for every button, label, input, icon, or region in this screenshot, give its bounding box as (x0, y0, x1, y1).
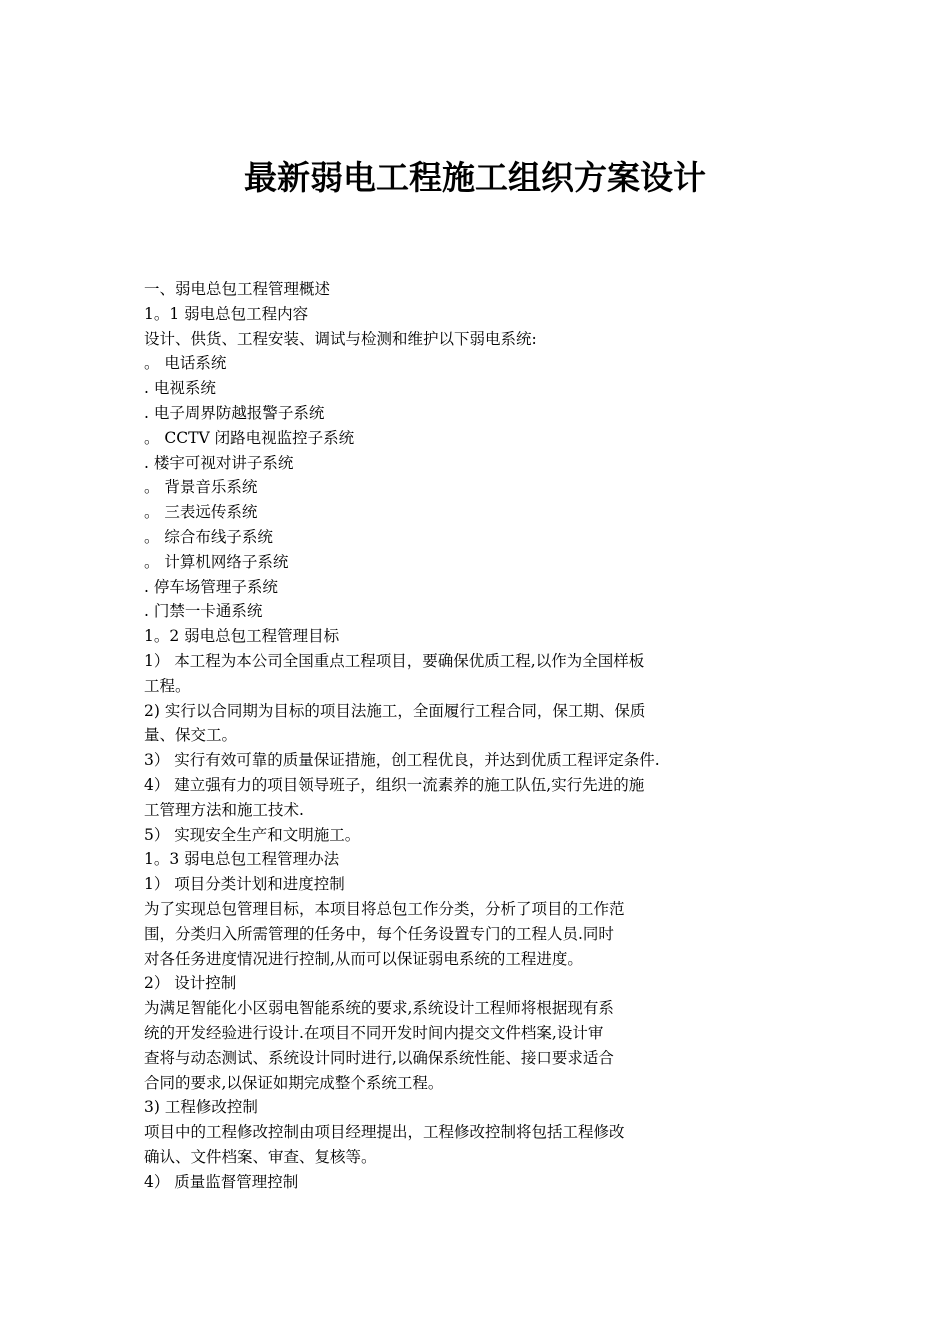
document-body (144, 277, 704, 1194)
system-list-item: . 楼宇可视对讲子系统 (144, 453, 294, 472)
paragraph-line: 查将与动态测试、系统设计同时进行,以确保系统性能、接口要求适合 (144, 1048, 614, 1067)
document-title: 最新弱电工程施工组织方案设计 (244, 158, 706, 197)
paragraph-line: 工管理方法和施工技术. (144, 800, 304, 819)
subsection-heading: 1。2 弱电总包工程管理目标 (144, 627, 340, 646)
paragraph-line: 确认、文件档案、审查、复核等。 (144, 1147, 377, 1166)
paragraph-line: 5） 实现安全生产和文明施工。 (144, 825, 361, 844)
item-heading: 4） 质量监督管理控制 (144, 1172, 299, 1191)
paragraph-line: 工程。 (144, 676, 191, 695)
paragraph-line: 2) 实行以合同期为目标的项目法施工，全面履行工程合同，保工期、保质 (144, 701, 646, 720)
subsection-heading: 1。3 弱电总包工程管理办法 (144, 850, 340, 869)
system-list-item: . 电视系统 (144, 379, 216, 398)
system-list-item: . 电子周界防越报警子系统 (144, 403, 325, 422)
paragraph-line: 为了实现总包管理目标，本项目将总包工作分类，分析了项目的工作范 (144, 899, 625, 918)
system-list-item: 。 背景音乐系统 (144, 478, 258, 497)
item-heading: 2） 设计控制 (144, 974, 237, 993)
paragraph-line: 对各任务进度情况进行控制,从而可以保证弱电系统的工程进度。 (144, 949, 583, 968)
paragraph-line: 围，分类归入所需管理的任务中，每个任务设置专门的工程人员.同时 (144, 924, 614, 943)
system-list-item: 。 CCTV 闭路电视监控子系统 (144, 428, 355, 447)
paragraph-line: 合同的要求,以保证如期完成整个系统工程。 (144, 1073, 444, 1092)
item-heading: 3) 工程修改控制 (144, 1098, 258, 1117)
paragraph-line: 量、保交工。 (144, 726, 238, 745)
subsection-heading: 1。1 弱电总包工程内容 (144, 304, 309, 323)
paragraph-line: 为满足智能化小区弱电智能系统的要求,系统设计工程师将根据现有系 (144, 999, 614, 1018)
section-heading: 一、弱电总包工程管理概述 (144, 280, 331, 298)
system-list-item: . 门禁一卡通系统 (144, 602, 263, 621)
paragraph-line: 统的开发经验进行设计.在项目不同开发时间内提交文件档案,设计审 (144, 1023, 604, 1042)
system-list-item: 。 计算机网络子系统 (144, 552, 289, 571)
paragraph-line: 4） 建立强有力的项目领导班子，组织一流素养的施工队伍,实行先进的施 (144, 775, 645, 794)
system-list-item: 。 电话系统 (144, 354, 227, 373)
system-list-item: 。 综合布线子系统 (144, 527, 273, 546)
system-list-item: 。 三表远传系统 (144, 503, 258, 522)
paragraph-line: 3） 实行有效可靠的质量保证措施，创工程优良，并达到优质工程评定条件. (144, 751, 660, 770)
system-list-item: . 停车场管理子系统 (144, 577, 278, 596)
paragraph-line: 1） 本工程为本公司全国重点工程项目，要确保优质工程,以作为全国样板 (144, 651, 645, 670)
paragraph-line: 项目中的工程修改控制由项目经理提出，工程修改控制将包括工程修改 (144, 1123, 625, 1142)
paragraph-line: 设计、供货、工程安装、调试与检测和维护以下弱电系统: (144, 329, 537, 348)
item-heading: 1） 项目分类计划和进度控制 (144, 875, 345, 894)
